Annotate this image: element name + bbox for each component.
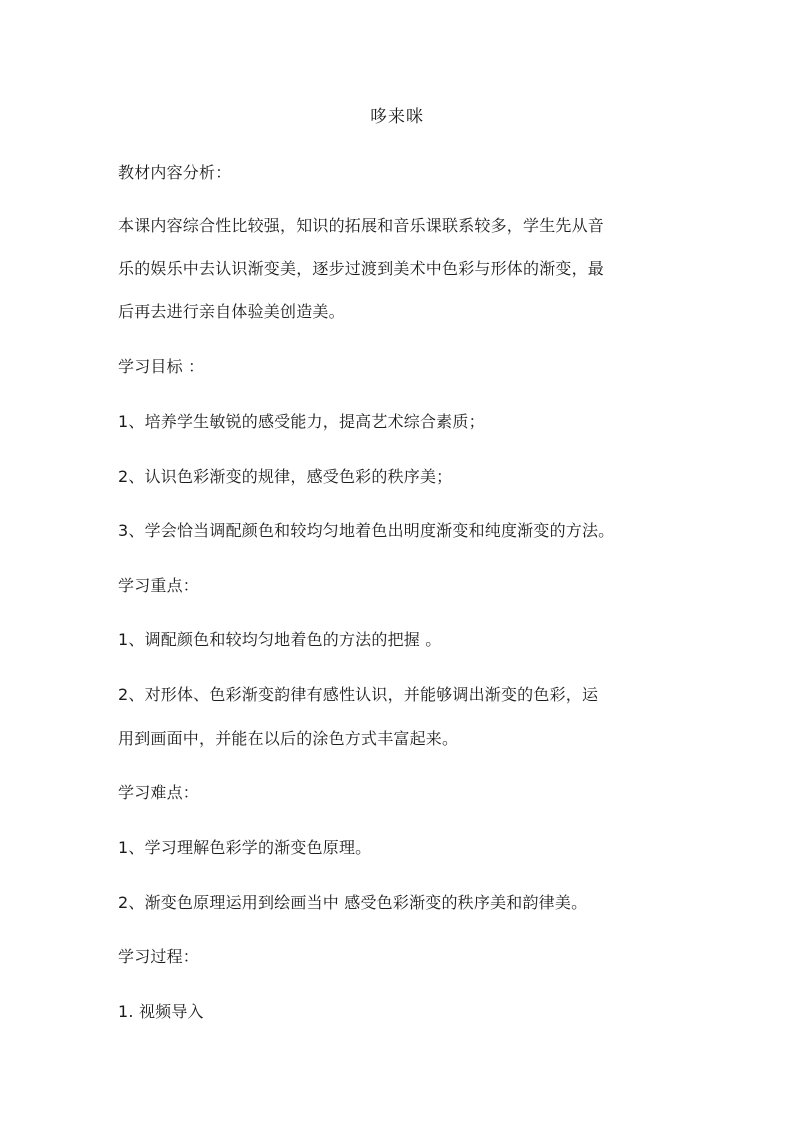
process-item-1: 1. 视频导入 bbox=[118, 1002, 204, 1021]
analysis-paragraph-line-3: 后再去进行亲自体验美创造美。 bbox=[118, 302, 345, 321]
key-point-item-2-line-1: 2、对形体、色彩渐变韵律有感性认识，并能够调出渐变的色彩，运 bbox=[118, 685, 599, 704]
difficulty-item-2: 2、渐变色原理运用到绘画当中 感受色彩渐变的秩序美和韵律美。 bbox=[118, 893, 588, 912]
analysis-paragraph-line-2: 乐的娱乐中去认识渐变美，逐步过渡到美术中色彩与形体的渐变，最 bbox=[118, 259, 605, 278]
analysis-heading: 教材内容分析： bbox=[118, 163, 232, 182]
goals-heading: 学习目标 ： bbox=[118, 357, 205, 376]
difficulties-heading: 学习难点： bbox=[118, 783, 200, 802]
goal-item-3: 3、学会恰当调配颜色和较均匀地着色出明度渐变和纯度渐变的方法。 bbox=[118, 521, 615, 540]
key-points-heading: 学习重点： bbox=[118, 576, 200, 595]
goal-item-1: 1、培养学生敏锐的感受能力，提高艺术综合素质； bbox=[118, 412, 485, 431]
key-point-item-1: 1、调配颜色和较均匀地着色的方法的把握 。 bbox=[118, 630, 442, 649]
goal-item-2: 2、认识色彩渐变的规律，感受色彩的秩序美； bbox=[118, 467, 453, 486]
document-title: 哆来咪 bbox=[370, 107, 424, 127]
process-heading: 学习过程： bbox=[118, 947, 200, 966]
analysis-paragraph-line-1: 本课内容综合性比较强，知识的拓展和音乐课联系较多，学生先从音 bbox=[118, 216, 605, 235]
key-point-item-2-line-2: 用到画面中，并能在以后的涂色方式丰富起来。 bbox=[118, 729, 459, 748]
difficulty-item-1: 1、学习理解色彩学的渐变色原理。 bbox=[118, 838, 372, 857]
